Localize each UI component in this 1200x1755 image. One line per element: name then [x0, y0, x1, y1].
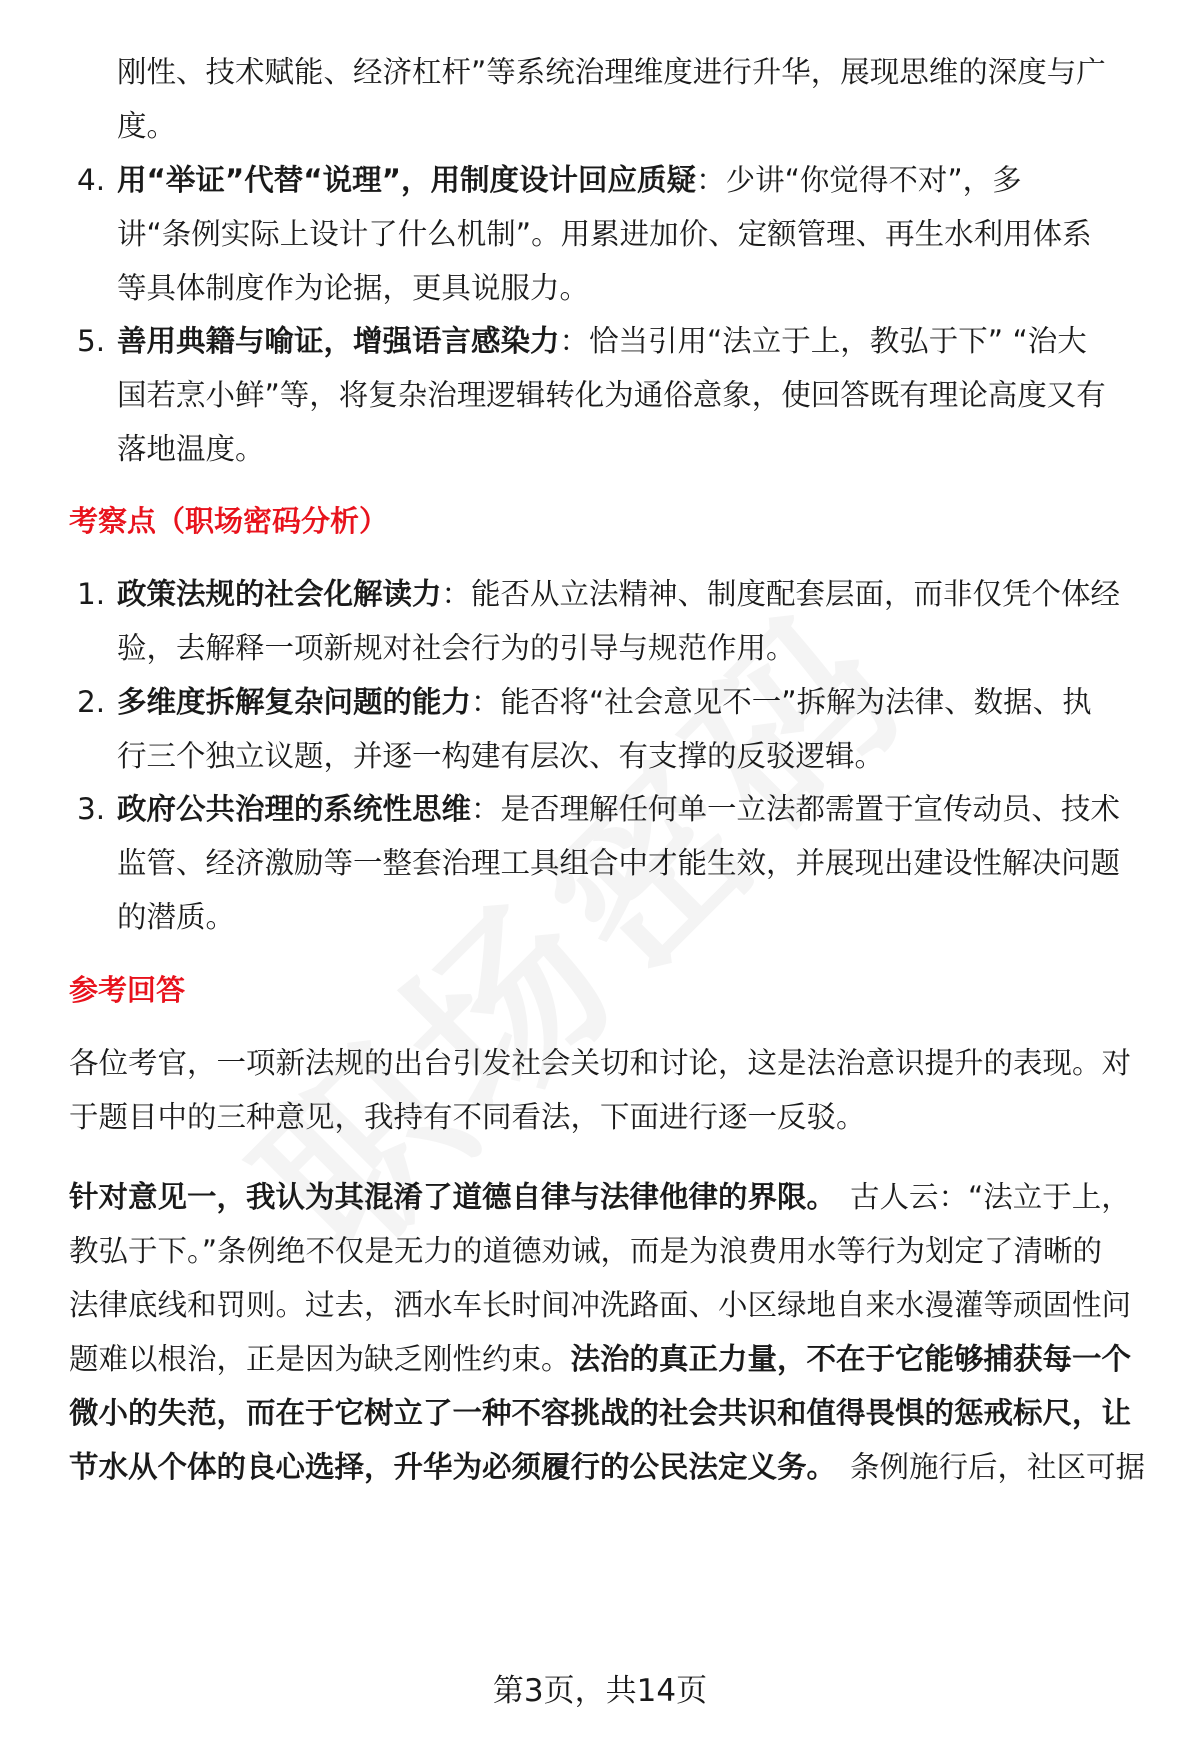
tip4-bold-title: 用“举证”代替“说理”，用制度设计回应质疑	[117, 163, 697, 197]
exam-points-heading: 考察点（职场密码分析）	[69, 504, 389, 538]
tip5-line-2: 国若烹小鲜”等，将复杂治理逻辑转化为通俗意象，使回答既有理论高度又有	[117, 378, 1106, 412]
answer-para2-bold-1: 针对意见一，我认为其混淆了道德自律与法律他律的界限。	[69, 1180, 837, 1214]
tip4-line-3: 等具体制度作为论据，更具说服力。	[117, 271, 590, 305]
tip3-tail-line-1: 刚性、技术赋能、经济杠杆”等系统治理维度进行升华，展现思维的深度与广	[117, 55, 1106, 89]
answer-para2-line-4	[69, 1342, 1132, 1376]
exam-item3-line-1	[117, 792, 1121, 826]
answer-para1-line-1: 各位考官，一项新法规的出台引发社会关切和讨论，这是法治意识提升的表现。对	[69, 1046, 1132, 1080]
answer-para2-line-2: 教弘于下。”条例绝不仅是无力的道德劝诫，而是为浪费用水等行为划定了清晰的	[69, 1234, 1103, 1268]
tip5-text: ：恰当引用“法立于上，教弘于下” “治大	[559, 324, 1087, 358]
answer-para2-line-6	[69, 1450, 1146, 1484]
answer-para2-bold-6: 节水从个体的良心选择，升华为必须履行的公民法定义务。	[69, 1450, 837, 1484]
tip4-text: ：少讲“你觉得不对”，多	[696, 163, 1022, 197]
exam-item3-line-3: 的潜质。	[117, 900, 236, 934]
exam-item3-line-2: 监管、经济激励等一整套治理工具组合中才能生效，并展现出建设性解决问题	[117, 846, 1121, 880]
exam-item2-line-2: 行三个独立议题，并逐一构建有层次、有支撑的反驳逻辑。	[117, 739, 885, 773]
page-number-footer: 第3页，共14页	[492, 1673, 708, 1709]
exam-item2-bold-title: 多维度拆解复杂问题的能力	[117, 685, 472, 719]
tip5-number: 5.	[77, 324, 106, 358]
answer-para1-line-2: 于题目中的三种意见，我持有不同看法，下面进行逐一反驳。	[69, 1100, 866, 1134]
answer-para2-line-5	[69, 1396, 1132, 1430]
answer-para2-text-6: 条例施行后，社区可据	[850, 1450, 1146, 1484]
exam-item1-bold-title: 政策法规的社会化解读力	[117, 577, 442, 611]
exam-item1-line-2: 验，去解释一项新规对社会行为的引导与规范作用。	[117, 631, 796, 665]
tip4-line-1	[117, 163, 1022, 197]
exam-item3-text: ：是否理解任何单一立法都需置于宣传动员、技术	[471, 792, 1121, 826]
exam-item2-text: ：能否将“社会意见不一”拆解为法律、数据、执	[471, 685, 1092, 719]
answer-para2-line-1	[69, 1180, 1131, 1214]
tip4-number: 4.	[77, 163, 106, 197]
exam-item2-number: 2.	[77, 685, 106, 719]
exam-item1-line-1	[117, 577, 1121, 611]
tip5-bold-title: 善用典籍与喻证，增强语言感染力	[117, 324, 560, 358]
reference-answer-heading: 参考回答	[69, 973, 186, 1007]
tip3-tail-line-2: 度。	[117, 109, 177, 143]
exam-item1-number: 1.	[77, 577, 106, 611]
exam-item3-bold-title: 政府公共治理的系统性思维	[117, 792, 472, 826]
exam-item3-number: 3.	[77, 792, 106, 826]
answer-para2-text-1: 古人云：“法立于上，	[850, 1180, 1131, 1214]
tip4-line-2: 讲“条例实际上设计了什么机制”。用累进加价、定额管理、再生水利用体系	[117, 217, 1092, 251]
tip5-line-3: 落地温度。	[117, 432, 265, 466]
answer-para2-bold-5: 微小的失范，而在于它树立了一种不容挑战的社会共识和值得畏惧的惩戒标尺，让	[69, 1396, 1132, 1430]
answer-para2-bold-4: 法治的真正力量，不在于它能够捕获每一个	[570, 1342, 1132, 1376]
exam-item2-line-1	[117, 685, 1092, 719]
answer-para2-line-3: 法律底线和罚则。过去，洒水车长时间冲洗路面、小区绿地自来水漫灌等顽固性问	[69, 1288, 1132, 1322]
tip5-line-1	[117, 324, 1087, 358]
answer-para2-text-4: 题难以根治，正是因为缺乏刚性约束。	[69, 1342, 571, 1376]
exam-item1-text: ：能否从立法精神、制度配套层面，而非仅凭个体经	[441, 577, 1121, 611]
